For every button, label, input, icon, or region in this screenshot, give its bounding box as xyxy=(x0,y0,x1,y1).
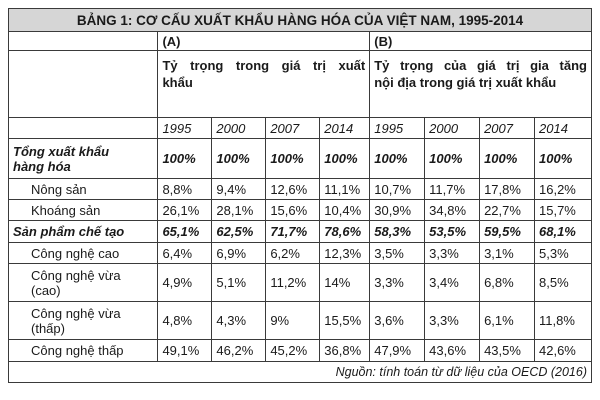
value-cell: 11,1% xyxy=(320,179,370,200)
value-cell: 49,1% xyxy=(158,340,212,362)
value-cell: 28,1% xyxy=(212,200,266,221)
group-label-row xyxy=(9,32,592,51)
group-a-desc-line1: Tỷ trọng trong giá trị xuất xyxy=(162,58,366,73)
value-cell: 42,6% xyxy=(535,340,592,362)
year-cell: 2000 xyxy=(212,118,266,139)
value-cell: 6,1% xyxy=(480,302,535,340)
value-cell: 100% xyxy=(158,139,212,179)
group-b-description xyxy=(370,51,592,118)
row-label: Khoáng sản xyxy=(9,200,158,221)
value-cell: 78,6% xyxy=(320,221,370,243)
table-row-manufactured xyxy=(9,221,592,243)
value-cell: 45,2% xyxy=(266,340,320,362)
empty-desc-cell xyxy=(9,51,158,118)
value-cell: 6,9% xyxy=(212,243,266,264)
value-cell: 65,1% xyxy=(158,221,212,243)
year-cell: 1995 xyxy=(370,118,425,139)
value-cell: 5,3% xyxy=(535,243,592,264)
export-structure-table xyxy=(8,8,592,383)
year-cell: 2014 xyxy=(320,118,370,139)
table-row-total xyxy=(9,139,592,179)
row-label xyxy=(9,302,158,340)
value-cell: 3,6% xyxy=(370,302,425,340)
row-label: Công nghệ cao xyxy=(9,243,158,264)
value-cell: 11,7% xyxy=(425,179,480,200)
title-row xyxy=(9,9,592,32)
row-label xyxy=(9,264,158,302)
value-cell: 3,3% xyxy=(370,264,425,302)
year-header-row xyxy=(9,118,592,139)
value-cell: 100% xyxy=(266,139,320,179)
value-cell: 9% xyxy=(266,302,320,340)
value-cell: 15,6% xyxy=(266,200,320,221)
table-title: BẢNG 1: CƠ CẤU XUẤT KHẨU HÀNG HÓA CỦA VIỆT NAM, 1995-2014 xyxy=(9,9,592,32)
value-cell: 100% xyxy=(320,139,370,179)
value-cell: 3,3% xyxy=(425,243,480,264)
year-cell: 2007 xyxy=(480,118,535,139)
value-cell: 15,7% xyxy=(535,200,592,221)
group-desc-row xyxy=(9,51,592,118)
value-cell: 100% xyxy=(425,139,480,179)
value-cell: 34,8% xyxy=(425,200,480,221)
value-cell: 22,7% xyxy=(480,200,535,221)
value-cell: 68,1% xyxy=(535,221,592,243)
row-label-total xyxy=(9,139,158,179)
value-cell: 3,1% xyxy=(480,243,535,264)
row-label-line2: hàng hóa xyxy=(13,158,71,174)
value-cell: 4,9% xyxy=(158,264,212,302)
table-row-minerals xyxy=(9,200,592,221)
row-label-line2: (cao) xyxy=(31,282,61,298)
table-row-low-tech xyxy=(9,340,592,362)
value-cell: 58,3% xyxy=(370,221,425,243)
value-cell: 10,4% xyxy=(320,200,370,221)
value-cell: 8,8% xyxy=(158,179,212,200)
table-row-high-tech xyxy=(9,243,592,264)
row-label: Sản phẩm chế tạo xyxy=(9,221,158,243)
group-a-description xyxy=(158,51,370,118)
value-cell: 3,4% xyxy=(425,264,480,302)
empty-year-cell xyxy=(9,118,158,139)
year-cell: 2007 xyxy=(266,118,320,139)
group-a-desc-line2: khẩu xyxy=(162,75,193,90)
year-cell: 2014 xyxy=(535,118,592,139)
value-cell: 100% xyxy=(212,139,266,179)
row-label: Nông sản xyxy=(9,179,158,200)
value-cell: 36,8% xyxy=(320,340,370,362)
source-row xyxy=(9,362,592,383)
value-cell: 15,5% xyxy=(320,302,370,340)
value-cell: 59,5% xyxy=(480,221,535,243)
source-note: Nguồn: tính toán từ dữ liệu của OECD (2016) xyxy=(9,362,592,383)
value-cell: 71,7% xyxy=(266,221,320,243)
row-label-line1: Tổng xuất khẩu xyxy=(13,143,110,159)
value-cell: 43,6% xyxy=(425,340,480,362)
group-b-desc-line2: nội địa trong giá trị xuất khẩu xyxy=(374,75,557,90)
value-cell: 12,3% xyxy=(320,243,370,264)
value-cell: 43,5% xyxy=(480,340,535,362)
row-label-line1: Công nghệ vừa xyxy=(31,267,121,283)
value-cell: 30,9% xyxy=(370,200,425,221)
year-cell: 2000 xyxy=(425,118,480,139)
value-cell: 6,2% xyxy=(266,243,320,264)
table-row-medium-low-tech xyxy=(9,302,592,340)
value-cell: 11,8% xyxy=(535,302,592,340)
group-b-label: (B) xyxy=(370,32,592,51)
value-cell: 6,8% xyxy=(480,264,535,302)
table-row-medium-high-tech xyxy=(9,264,592,302)
value-cell: 100% xyxy=(370,139,425,179)
value-cell: 3,5% xyxy=(370,243,425,264)
value-cell: 9,4% xyxy=(212,179,266,200)
row-label-line2: (thấp) xyxy=(31,320,65,336)
value-cell: 10,7% xyxy=(370,179,425,200)
row-label-line1: Công nghệ vừa xyxy=(31,305,121,321)
value-cell: 11,2% xyxy=(266,264,320,302)
value-cell: 62,5% xyxy=(212,221,266,243)
value-cell: 100% xyxy=(480,139,535,179)
value-cell: 47,9% xyxy=(370,340,425,362)
group-b-desc-line1: Tỷ trọng của giá trị gia tăng xyxy=(374,58,587,73)
value-cell: 5,1% xyxy=(212,264,266,302)
year-cell: 1995 xyxy=(158,118,212,139)
value-cell: 46,2% xyxy=(212,340,266,362)
group-a-label: (A) xyxy=(158,32,370,51)
value-cell: 6,4% xyxy=(158,243,212,264)
value-cell: 100% xyxy=(535,139,592,179)
value-cell: 26,1% xyxy=(158,200,212,221)
value-cell: 53,5% xyxy=(425,221,480,243)
value-cell: 16,2% xyxy=(535,179,592,200)
value-cell: 3,3% xyxy=(425,302,480,340)
row-label: Công nghệ thấp xyxy=(9,340,158,362)
value-cell: 4,8% xyxy=(158,302,212,340)
table-row-agriculture xyxy=(9,179,592,200)
empty-corner-cell xyxy=(9,32,158,51)
value-cell: 14% xyxy=(320,264,370,302)
value-cell: 12,6% xyxy=(266,179,320,200)
value-cell: 8,5% xyxy=(535,264,592,302)
value-cell: 17,8% xyxy=(480,179,535,200)
value-cell: 4,3% xyxy=(212,302,266,340)
